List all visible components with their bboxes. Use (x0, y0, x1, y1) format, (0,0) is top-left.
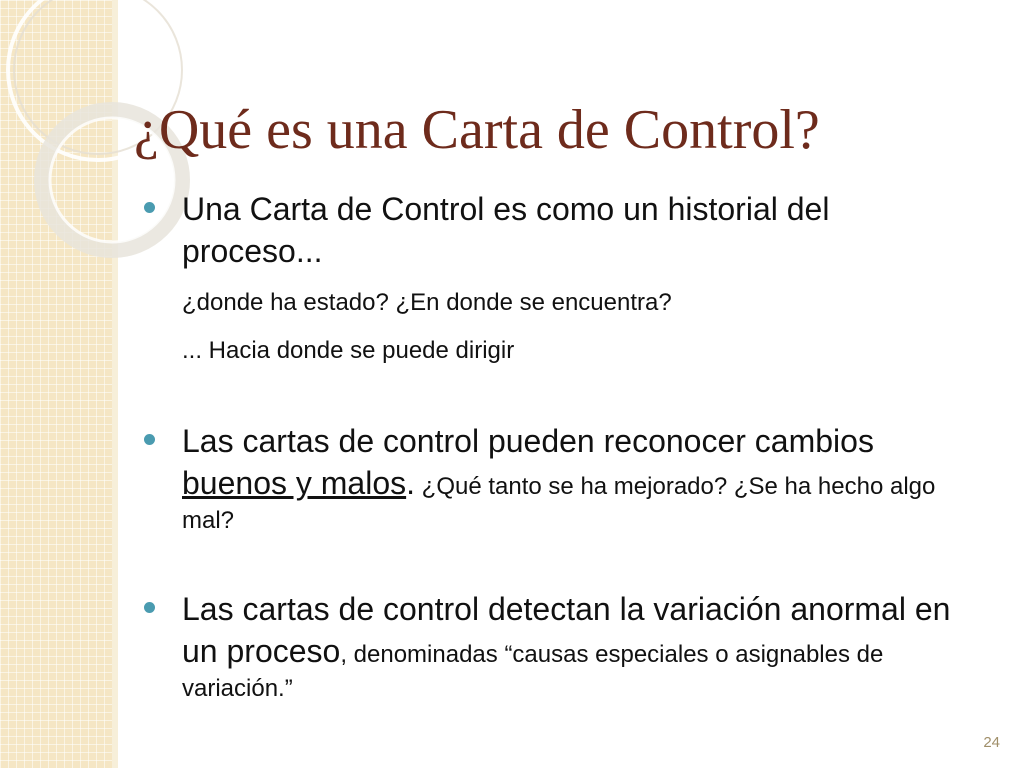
bullet-2-text: Las cartas de control pueden reconocer cambios (182, 423, 874, 459)
bullet-2-underlined-text: buenos y malos (182, 465, 407, 501)
slide-title: ¿Qué es una Carta de Control? (134, 99, 820, 161)
bullet-item-1 (140, 188, 970, 368)
bullet-item-3 (140, 588, 970, 706)
page-number: 24 (983, 734, 1000, 751)
bullet-dot-icon (144, 202, 155, 213)
bullet-dot-icon (144, 602, 155, 613)
bullet-dot-icon (144, 434, 155, 445)
bullet-3-note-text: , denominadas “causas especiales o asignables de variación.” (182, 641, 884, 702)
bullet-2-question-text: ¿Qué tanto se ha mejorado? ¿Se ha hecho algo mal? (182, 473, 936, 534)
bullet-1-text: Una Carta de Control es como un historial del proceso... (182, 191, 830, 269)
bullet-list (140, 188, 970, 706)
bullet-1-subline-2: ... Hacia donde se puede dirigir (182, 337, 515, 364)
bullet-2-period: . (406, 465, 416, 501)
bullet-item-2 (140, 420, 970, 538)
bullet-3-text: Las cartas de control detectan la variación anormal en un proceso (182, 591, 951, 669)
bullet-1-subline-1: ¿donde ha estado? ¿En donde se encuentra? (182, 289, 672, 316)
